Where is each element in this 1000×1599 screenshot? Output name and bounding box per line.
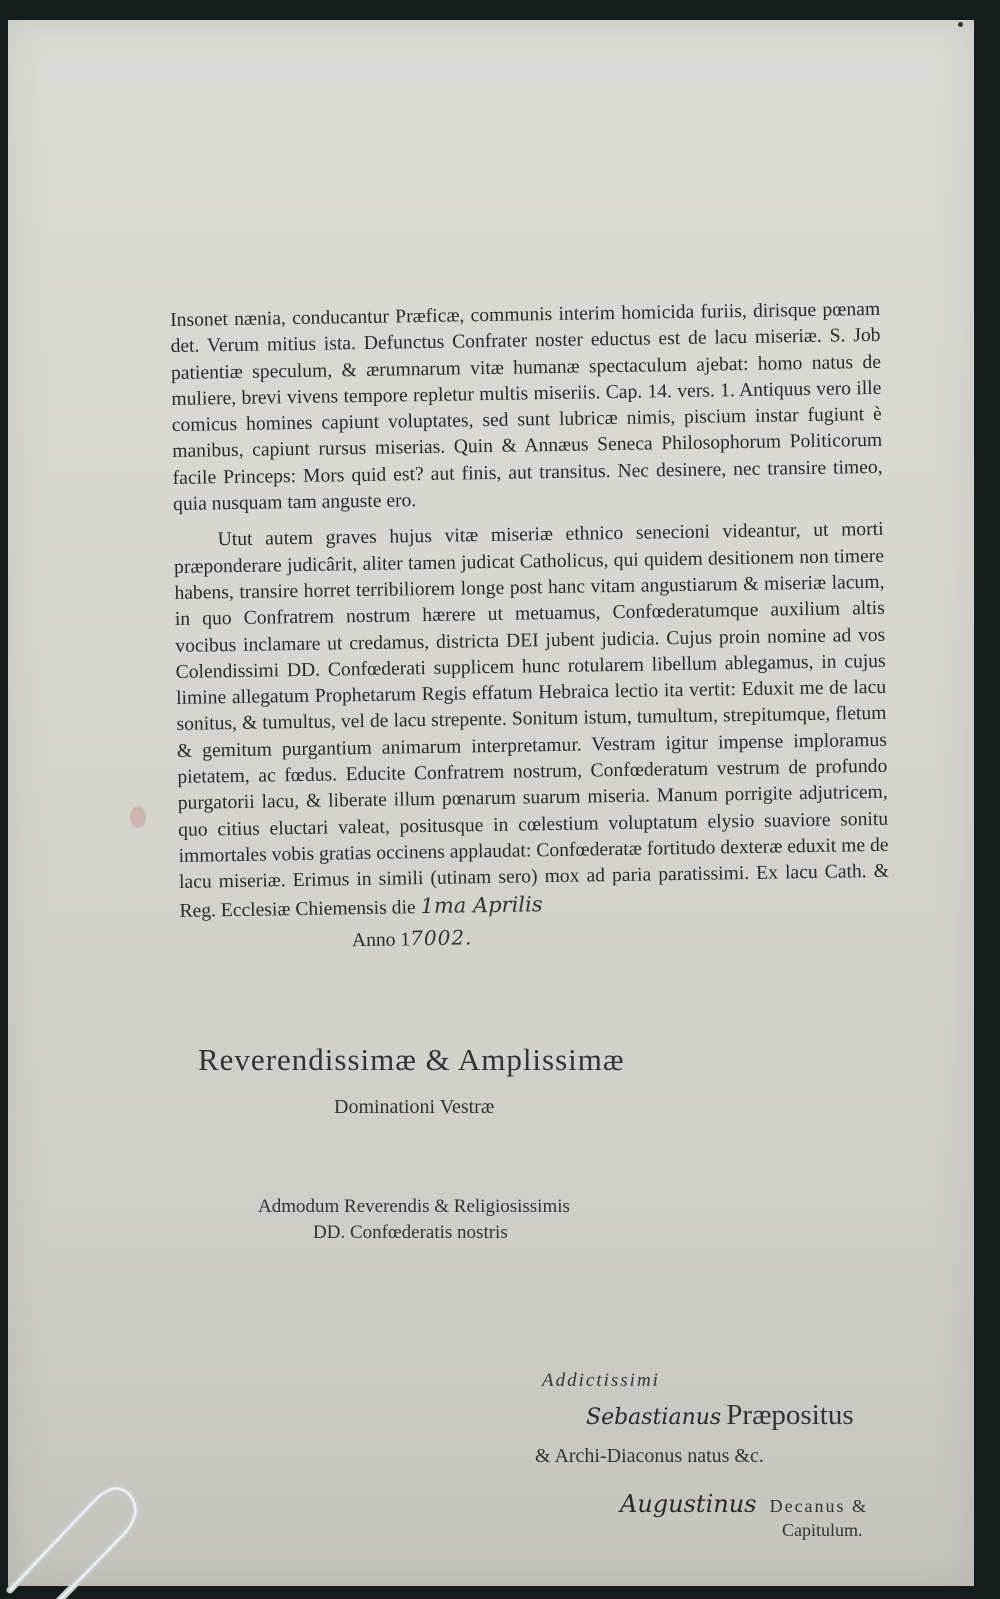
letter-body [170,297,890,957]
paragraph-2-text: Utut autem graves hujus vitæ miseriæ ethnico senecioni videantur, ut morti præponderare judicârit, aliter tamen judicat Catholicus, qui quidem desitionem non timere habens, transire horret terribiliorem longe post hanc vitam angustiarum & miseriæ lacum, in quo Confratrem nostrum hærere ut metuamus, Confœderatumque auxilium altis vocibus inclamare ut credamus, districta DEI jubent judicia. Cujus proin nomine ad vos Colendissimi DD. Confœderati supplicem hunc rotularem libellum ablegamus, in cujus limine allegatum Prophetarum Regis effatum Hebraica lectio ita vertit: Eduxit me de lacu sonitus, & tumultus, vel de lacu strepente. Sonitum istum, tumultum, strepitumque, fletum & gemitum purgantium animarum interpretamur. Vestram igitur impense imploramus pietatem, ac fœdus. Educite Confratrem nostrum, Confœderatum vestrum de profundo purgatorii lacu, & liberate illum pœnarum suarum miseria. Manum porrigite adjutricem, quo citius eluctari valeat, positusque in cœlestium voluptatum elysio suaviore sonitu immortales vobis gratias occinens applaudat: Confœderatæ fortitudo dexteræ eduxit me de lacu miseriæ. Erimus in simili (utinam sero) mox ad paria paratissimi. Ex lacu Cath. & Reg. Ecclesiæ Chiemensis die [173,519,890,922]
title-praepositus: Præpositus [726,1399,854,1431]
praepositus-line [586,1399,854,1432]
paperclip-icon [0,1440,150,1599]
address-recipients: Admodum Reverendis & Religiosissimis [258,1196,570,1217]
ink-dot [958,22,963,27]
address-heading: Reverendissimæ & Amplissimæ [198,1042,625,1077]
paragraph-1: Insonet nænia, conducantur Præficæ, communis interim homicida furiis, dirisque pœnam det. Verum mitius ista. Defunctus Confrater noster eductus est de lacu miseriæ. S. Job patientiæ speculum, & ærumnarum vitæ humanæ spectaculum ajebat: homo natus de muliere, brevi vivens tempore repletur multis miseriis. Cap. 14. vers. 1. Antiquus vero ille comicus homines capiunt voluptates, sed sunt lubricæ nimis, piscium instar fugiunt è manibus, capiunt rursus miserias. Quin & Annæus Seneca Philosophorum Politicorum facile Princeps: Mors quid est? aut finis, aut transitus. Nec desinere, nec transire timeo, quia nusquam tam anguste ero. [170,298,883,516]
handwritten-date: 1ma Aprilis [420,891,543,918]
signature-praepositus: Sebastianus [586,1405,722,1430]
paper-stain [130,806,146,828]
title-archidiaconus: & Archi-Diaconus natus &c. [535,1445,764,1467]
handwritten-year: 7002. [409,925,473,951]
decanus-line [620,1490,868,1518]
signature-decanus: Augustinus [620,1490,757,1518]
address-recipients-2: DD. Confœderatis nostris [313,1222,508,1243]
address-subheading: Dominationi Vestræ [334,1096,495,1118]
title-decanus: Decanus & [769,1496,869,1516]
title-capitulum: Capitulum. [782,1520,863,1540]
year-prefix: Anno 1 [351,929,411,952]
closing-addictissimi: Addictissimi [542,1370,660,1391]
paragraph-2 [173,517,889,925]
